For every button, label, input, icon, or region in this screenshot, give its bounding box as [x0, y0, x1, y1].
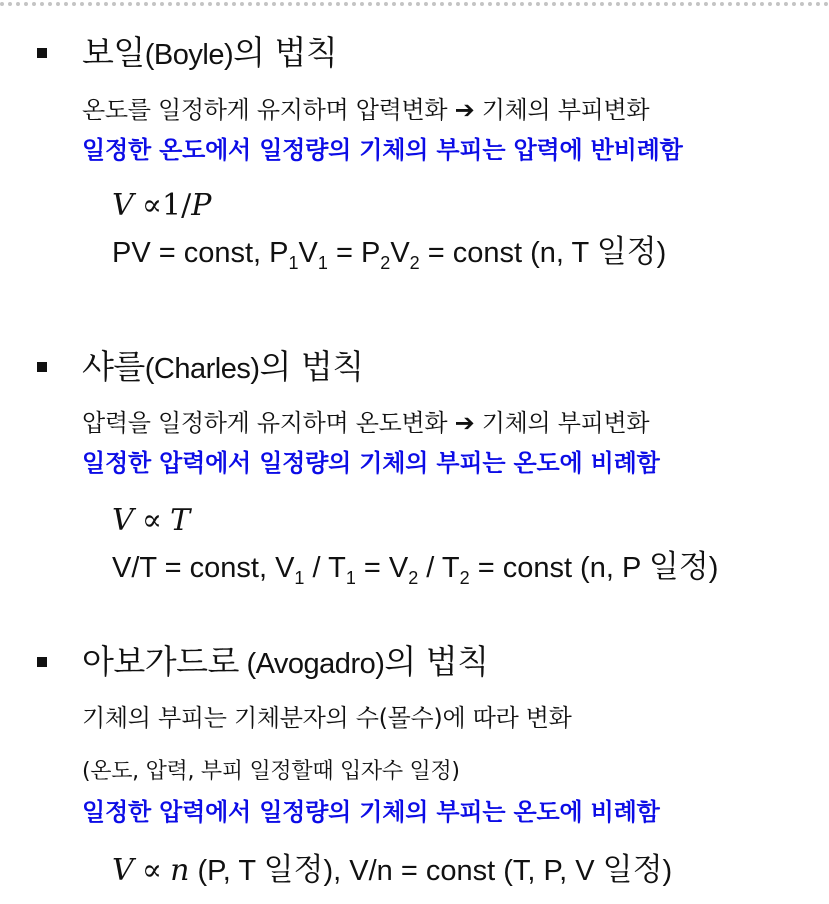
formula-avogadro [112, 852, 672, 889]
desc-boyle [82, 94, 649, 126]
symbol-t: T [170, 503, 191, 538]
top-dotted-rule [0, 2, 829, 6]
symbol-proportional: ∝ [141, 188, 163, 223]
formula-part: PV = const, P [112, 237, 289, 269]
bullet-boyle [37, 48, 47, 58]
heading-charles [82, 347, 364, 389]
symbol-v: V [112, 853, 134, 888]
formula-charles-relation [112, 549, 718, 586]
heading-avogadro-ko: 아보가드로 [82, 642, 239, 681]
heading-avogadro-suffix: 의 법칙 [384, 642, 489, 681]
heading-charles-suffix: 의 법칙 [259, 347, 364, 386]
formula-part: (P, T [189, 855, 264, 887]
subscript: 2 [408, 568, 419, 588]
arrow-right-icon: ➔ [454, 96, 475, 124]
statement-charles: 일정한 압력에서 일정량의 기체의 부피는 온도에 비례함 [82, 449, 660, 477]
formula-ko: 일정 [263, 852, 324, 888]
bullet-avogadro [37, 657, 47, 667]
subscript: 1 [345, 568, 356, 588]
formula-part: V [298, 237, 318, 269]
symbol-v: V [112, 503, 134, 538]
formula-part: ) [656, 237, 667, 269]
subscript: 1 [288, 253, 299, 273]
heading-boyle-suffix: 의 법칙 [233, 33, 338, 72]
formula-boyle-proportional [112, 188, 211, 224]
arrow-right-icon: ➔ [454, 409, 475, 437]
symbol-v: V [112, 188, 134, 223]
formula-part: ) [662, 855, 673, 887]
desc-avogadro-1: 기체의 부피는 기체분자의 수(몰수)에 따라 변화 [82, 704, 572, 732]
desc-charles [82, 407, 649, 439]
subscript: 1 [317, 253, 328, 273]
symbol-proportional: ∝ [141, 853, 163, 888]
heading-boyle-en: (Boyle) [144, 39, 234, 71]
heading-avogadro [82, 642, 489, 684]
formula-part: = V [355, 552, 409, 584]
heading-boyle-ko: 보일 [82, 33, 145, 72]
heading-charles-en: (Charles) [144, 353, 260, 385]
formula-ko: 일정 [602, 852, 663, 888]
heading-boyle [82, 33, 337, 75]
heading-charles-ko: 샤를 [82, 347, 145, 386]
subscript: 1 [294, 568, 305, 588]
desc-boyle-after: 기체의 부피변화 [481, 96, 650, 124]
symbol-n: n [170, 853, 190, 888]
symbol-p: P [191, 188, 212, 223]
formula-part: / T [304, 552, 346, 584]
subscript: 2 [409, 253, 420, 273]
subscript: 2 [459, 568, 470, 588]
formula-part: = const (n, P [469, 552, 649, 584]
statement-boyle: 일정한 온도에서 일정량의 기체의 부피는 압력에 반비례함 [82, 136, 683, 164]
formula-boyle-relation [112, 234, 666, 271]
formula-ko: 일정 [648, 549, 709, 585]
symbol-proportional: ∝ [141, 503, 163, 538]
formula-ko: 일정 [596, 234, 657, 270]
formula-part: ), V/n = const (T, P, V [323, 855, 603, 887]
heading-avogadro-en: (Avogadro) [238, 648, 385, 680]
subscript: 2 [380, 253, 391, 273]
desc-charles-after: 기체의 부피변화 [481, 409, 650, 437]
formula-part: V/T = const, V [112, 552, 295, 584]
symbol-one-over: 1/ [162, 188, 192, 223]
formula-part: ) [708, 552, 719, 584]
formula-part: = P [327, 237, 381, 269]
desc-avogadro-2: (온도, 압력, 부피 일정할때 입자수 일정) [82, 759, 460, 784]
formula-part: / T [418, 552, 460, 584]
bullet-charles [37, 362, 47, 372]
statement-avogadro: 일정한 압력에서 일정량의 기체의 부피는 온도에 비례함 [82, 798, 660, 826]
desc-charles-before: 압력을 일정하게 유지하며 온도변화 [82, 409, 448, 437]
formula-part: V [390, 237, 410, 269]
desc-boyle-before: 온도를 일정하게 유지하며 압력변화 [82, 96, 448, 124]
formula-part: = const (n, T [419, 237, 597, 269]
formula-charles-proportional [112, 503, 190, 539]
